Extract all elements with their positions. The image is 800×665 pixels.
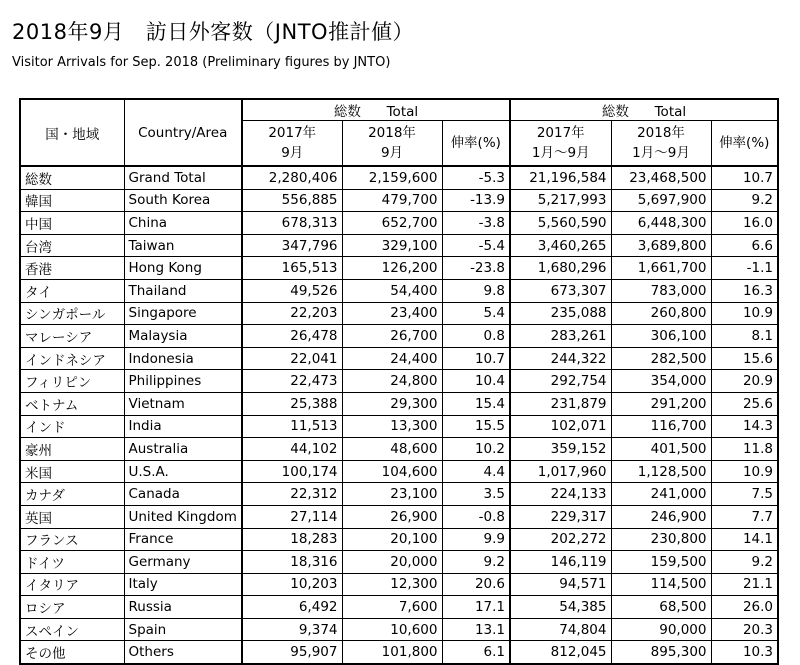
- cell-sep-2017: 678,313: [242, 212, 342, 235]
- header-group-ytd: [510, 99, 778, 121]
- header-ytd-2017: 2017年 1月～9月: [510, 121, 611, 167]
- cell-sep-2018: 26,900: [342, 505, 442, 528]
- cell-ytd-growth-rate: 20.9: [711, 370, 778, 393]
- cell-sep-2017: 100,174: [242, 460, 342, 483]
- cell-ytd-2018: 241,000: [611, 483, 711, 506]
- cell-sep-2017: 11,513: [242, 415, 342, 438]
- table-row: [20, 460, 778, 483]
- cell-ytd-2017: 102,071: [510, 415, 611, 438]
- cell-ytd-2017: 235,088: [510, 302, 611, 325]
- table-row: [20, 596, 778, 619]
- cell-country-jp: その他: [20, 641, 124, 664]
- cell-sep-2018: 20,000: [342, 551, 442, 574]
- cell-sep-2017: 2,280,406: [242, 166, 342, 189]
- cell-ytd-2018: 401,500: [611, 438, 711, 461]
- cell-sep-2017: 27,114: [242, 505, 342, 528]
- cell-sep-2017: 22,041: [242, 347, 342, 370]
- cell-ytd-growth-rate: 10.7: [711, 166, 778, 189]
- cell-ytd-growth-rate: 10.3: [711, 641, 778, 664]
- cell-sep-2018: 479,700: [342, 189, 442, 212]
- cell-country-jp: 豪州: [20, 438, 124, 461]
- cell-country-en: Australia: [124, 438, 242, 461]
- cell-country-jp: フランス: [20, 528, 124, 551]
- cell-growth-rate: 4.4: [442, 460, 510, 483]
- cell-sep-2018: 13,300: [342, 415, 442, 438]
- cell-country-en: Hong Kong: [124, 257, 242, 280]
- cell-sep-2017: 25,388: [242, 392, 342, 415]
- cell-ytd-2018: 23,468,500: [611, 166, 711, 189]
- cell-sep-2017: 9,374: [242, 618, 342, 641]
- header-sep-2018: 2018年 9月: [342, 121, 442, 167]
- cell-country-en: United Kingdom: [124, 505, 242, 528]
- cell-growth-rate: 5.4: [442, 302, 510, 325]
- cell-ytd-2017: 231,879: [510, 392, 611, 415]
- cell-growth-rate: 10.7: [442, 347, 510, 370]
- cell-ytd-growth-rate: -1.1: [711, 257, 778, 280]
- table-row: [20, 325, 778, 348]
- cell-country-en: Malaysia: [124, 325, 242, 348]
- table-row: [20, 415, 778, 438]
- cell-country-en: Canada: [124, 483, 242, 506]
- cell-sep-2017: 10,203: [242, 573, 342, 596]
- cell-ytd-2017: 283,261: [510, 325, 611, 348]
- cell-sep-2018: 7,600: [342, 596, 442, 619]
- cell-ytd-2017: 1,017,960: [510, 460, 611, 483]
- cell-ytd-2017: 5,560,590: [510, 212, 611, 235]
- cell-country-jp: ドイツ: [20, 551, 124, 574]
- cell-country-en: Grand Total: [124, 166, 242, 189]
- table-row: [20, 234, 778, 257]
- cell-ytd-2018: 306,100: [611, 325, 711, 348]
- cell-ytd-growth-rate: 15.6: [711, 347, 778, 370]
- cell-country-en: Taiwan: [124, 234, 242, 257]
- cell-growth-rate: 9.8: [442, 279, 510, 302]
- table-row: [20, 551, 778, 574]
- cell-ytd-2018: 90,000: [611, 618, 711, 641]
- cell-growth-rate: 9.9: [442, 528, 510, 551]
- cell-ytd-growth-rate: 26.0: [711, 596, 778, 619]
- cell-ytd-2018: 230,800: [611, 528, 711, 551]
- cell-ytd-2018: 6,448,300: [611, 212, 711, 235]
- cell-sep-2018: 20,100: [342, 528, 442, 551]
- cell-ytd-2018: 5,697,900: [611, 189, 711, 212]
- cell-country-jp: イタリア: [20, 573, 124, 596]
- cell-ytd-2018: 260,800: [611, 302, 711, 325]
- cell-ytd-2018: 1,661,700: [611, 257, 711, 280]
- cell-ytd-2018: 159,500: [611, 551, 711, 574]
- cell-country-jp: 英国: [20, 505, 124, 528]
- cell-ytd-2018: 291,200: [611, 392, 711, 415]
- cell-country-jp: 米国: [20, 460, 124, 483]
- cell-country-jp: ベトナム: [20, 392, 124, 415]
- cell-sep-2018: 10,600: [342, 618, 442, 641]
- header-group-monthly-jp: 総数: [333, 104, 361, 120]
- cell-sep-2017: 49,526: [242, 279, 342, 302]
- cell-country-en: India: [124, 415, 242, 438]
- cell-sep-2018: 48,600: [342, 438, 442, 461]
- cell-sep-2017: 22,203: [242, 302, 342, 325]
- cell-country-jp: 総数: [20, 166, 124, 189]
- cell-sep-2017: 18,283: [242, 528, 342, 551]
- cell-growth-rate: 6.1: [442, 641, 510, 664]
- cell-country-en: Philippines: [124, 370, 242, 393]
- cell-ytd-2017: 359,152: [510, 438, 611, 461]
- cell-ytd-growth-rate: 16.0: [711, 212, 778, 235]
- cell-growth-rate: -3.8: [442, 212, 510, 235]
- cell-growth-rate: -23.8: [442, 257, 510, 280]
- cell-country-jp: インド: [20, 415, 124, 438]
- header-group-monthly-en: Total: [386, 104, 419, 120]
- cell-sep-2018: 2,159,600: [342, 166, 442, 189]
- cell-ytd-growth-rate: 7.7: [711, 505, 778, 528]
- table-row: [20, 483, 778, 506]
- table-row: [20, 279, 778, 302]
- cell-sep-2017: 165,513: [242, 257, 342, 280]
- header-row-group: [20, 99, 778, 121]
- cell-sep-2017: 95,907: [242, 641, 342, 664]
- table-row: [20, 641, 778, 664]
- cell-sep-2018: 24,800: [342, 370, 442, 393]
- table-row: [20, 528, 778, 551]
- cell-country-en: China: [124, 212, 242, 235]
- cell-country-jp: 韓国: [20, 189, 124, 212]
- cell-country-en: Indonesia: [124, 347, 242, 370]
- cell-country-jp: 台湾: [20, 234, 124, 257]
- cell-ytd-2017: 21,196,584: [510, 166, 611, 189]
- cell-sep-2017: 347,796: [242, 234, 342, 257]
- table-row: [20, 370, 778, 393]
- cell-ytd-2018: 282,500: [611, 347, 711, 370]
- cell-sep-2017: 6,492: [242, 596, 342, 619]
- cell-ytd-2018: 354,000: [611, 370, 711, 393]
- cell-ytd-growth-rate: 11.8: [711, 438, 778, 461]
- cell-growth-rate: -0.8: [442, 505, 510, 528]
- cell-sep-2018: 24,400: [342, 347, 442, 370]
- page-subtitle: Visitor Arrivals for Sep. 2018 (Preliminary figures by JNTO): [12, 55, 391, 70]
- cell-country-en: U.S.A.: [124, 460, 242, 483]
- cell-country-jp: シンガポール: [20, 302, 124, 325]
- cell-sep-2018: 126,200: [342, 257, 442, 280]
- cell-country-jp: マレーシア: [20, 325, 124, 348]
- cell-ytd-2018: 116,700: [611, 415, 711, 438]
- cell-ytd-growth-rate: 8.1: [711, 325, 778, 348]
- header-country-jp: 国・地域: [20, 99, 124, 166]
- cell-sep-2018: 54,400: [342, 279, 442, 302]
- cell-growth-rate: 13.1: [442, 618, 510, 641]
- header-group-ytd-en: Total: [654, 104, 687, 120]
- header-sep-2017: 2017年 9月: [242, 121, 342, 167]
- cell-ytd-2017: 94,571: [510, 573, 611, 596]
- cell-country-en: Italy: [124, 573, 242, 596]
- table-row: [20, 618, 778, 641]
- cell-country-jp: ロシア: [20, 596, 124, 619]
- cell-ytd-2017: 5,217,993: [510, 189, 611, 212]
- cell-growth-rate: 15.5: [442, 415, 510, 438]
- visitor-arrivals-table: [19, 98, 779, 665]
- cell-ytd-growth-rate: 14.1: [711, 528, 778, 551]
- cell-sep-2017: 22,312: [242, 483, 342, 506]
- cell-growth-rate: 3.5: [442, 483, 510, 506]
- cell-ytd-growth-rate: 10.9: [711, 460, 778, 483]
- cell-country-jp: スペイン: [20, 618, 124, 641]
- cell-country-en: Others: [124, 641, 242, 664]
- cell-ytd-2018: 3,689,800: [611, 234, 711, 257]
- cell-ytd-growth-rate: 9.2: [711, 189, 778, 212]
- cell-country-en: Spain: [124, 618, 242, 641]
- cell-ytd-growth-rate: 9.2: [711, 551, 778, 574]
- cell-ytd-growth-rate: 6.6: [711, 234, 778, 257]
- cell-country-en: Germany: [124, 551, 242, 574]
- cell-ytd-2017: 3,460,265: [510, 234, 611, 257]
- cell-growth-rate: 15.4: [442, 392, 510, 415]
- header-ytd-growth-rate: 伸率(%): [711, 121, 778, 167]
- cell-country-en: South Korea: [124, 189, 242, 212]
- cell-ytd-2018: 895,300: [611, 641, 711, 664]
- cell-growth-rate: 17.1: [442, 596, 510, 619]
- table-row: [20, 438, 778, 461]
- cell-ytd-2018: 783,000: [611, 279, 711, 302]
- cell-ytd-2017: 74,804: [510, 618, 611, 641]
- cell-sep-2018: 652,700: [342, 212, 442, 235]
- cell-sep-2018: 29,300: [342, 392, 442, 415]
- cell-growth-rate: -13.9: [442, 189, 510, 212]
- cell-growth-rate: 0.8: [442, 325, 510, 348]
- cell-ytd-2017: 292,754: [510, 370, 611, 393]
- cell-sep-2018: 101,800: [342, 641, 442, 664]
- cell-ytd-2017: 146,119: [510, 551, 611, 574]
- cell-country-jp: カナダ: [20, 483, 124, 506]
- header-group-ytd-jp: 総数: [601, 104, 629, 120]
- cell-sep-2017: 556,885: [242, 189, 342, 212]
- cell-ytd-growth-rate: 7.5: [711, 483, 778, 506]
- cell-sep-2018: 12,300: [342, 573, 442, 596]
- cell-ytd-2017: 1,680,296: [510, 257, 611, 280]
- cell-country-en: France: [124, 528, 242, 551]
- cell-country-en: Thailand: [124, 279, 242, 302]
- table-row: [20, 212, 778, 235]
- cell-ytd-2017: 54,385: [510, 596, 611, 619]
- cell-country-jp: タイ: [20, 279, 124, 302]
- cell-growth-rate: -5.4: [442, 234, 510, 257]
- cell-ytd-growth-rate: 10.9: [711, 302, 778, 325]
- cell-country-en: Vietnam: [124, 392, 242, 415]
- table-row: [20, 257, 778, 280]
- cell-ytd-growth-rate: 25.6: [711, 392, 778, 415]
- cell-sep-2018: 104,600: [342, 460, 442, 483]
- cell-sep-2018: 23,400: [342, 302, 442, 325]
- cell-growth-rate: -5.3: [442, 166, 510, 189]
- cell-sep-2018: 26,700: [342, 325, 442, 348]
- table-row: [20, 166, 778, 189]
- cell-growth-rate: 20.6: [442, 573, 510, 596]
- cell-country-en: Singapore: [124, 302, 242, 325]
- cell-ytd-2017: 812,045: [510, 641, 611, 664]
- cell-country-jp: インドネシア: [20, 347, 124, 370]
- header-growth-rate: 伸率(%): [442, 121, 510, 167]
- cell-ytd-2017: 244,322: [510, 347, 611, 370]
- cell-ytd-growth-rate: 14.3: [711, 415, 778, 438]
- table-row: [20, 505, 778, 528]
- cell-sep-2017: 26,478: [242, 325, 342, 348]
- table-row: [20, 347, 778, 370]
- table-row: [20, 189, 778, 212]
- cell-country-jp: 中国: [20, 212, 124, 235]
- table-row: [20, 392, 778, 415]
- cell-ytd-2018: 68,500: [611, 596, 711, 619]
- cell-country-jp: 香港: [20, 257, 124, 280]
- header-ytd-2018: 2018年 1月～9月: [611, 121, 711, 167]
- cell-ytd-2017: 224,133: [510, 483, 611, 506]
- table-row: [20, 573, 778, 596]
- cell-sep-2017: 44,102: [242, 438, 342, 461]
- cell-ytd-2017: 229,317: [510, 505, 611, 528]
- cell-ytd-2017: 673,307: [510, 279, 611, 302]
- header-group-monthly: [242, 99, 510, 121]
- cell-ytd-2018: 246,900: [611, 505, 711, 528]
- cell-ytd-2018: 114,500: [611, 573, 711, 596]
- cell-growth-rate: 9.2: [442, 551, 510, 574]
- cell-sep-2018: 329,100: [342, 234, 442, 257]
- cell-country-jp: フィリピン: [20, 370, 124, 393]
- cell-country-en: Russia: [124, 596, 242, 619]
- cell-sep-2018: 23,100: [342, 483, 442, 506]
- cell-ytd-2017: 202,272: [510, 528, 611, 551]
- cell-growth-rate: 10.2: [442, 438, 510, 461]
- table-body: [20, 166, 778, 664]
- cell-ytd-2018: 1,128,500: [611, 460, 711, 483]
- header-country-en: Country/Area: [124, 99, 242, 166]
- cell-sep-2017: 22,473: [242, 370, 342, 393]
- cell-ytd-growth-rate: 16.3: [711, 279, 778, 302]
- cell-ytd-growth-rate: 20.3: [711, 618, 778, 641]
- table-row: [20, 302, 778, 325]
- cell-sep-2017: 18,316: [242, 551, 342, 574]
- page-title: 2018年9月 訪日外客数（JNTO推計値）: [12, 20, 415, 44]
- cell-ytd-growth-rate: 21.1: [711, 573, 778, 596]
- cell-growth-rate: 10.4: [442, 370, 510, 393]
